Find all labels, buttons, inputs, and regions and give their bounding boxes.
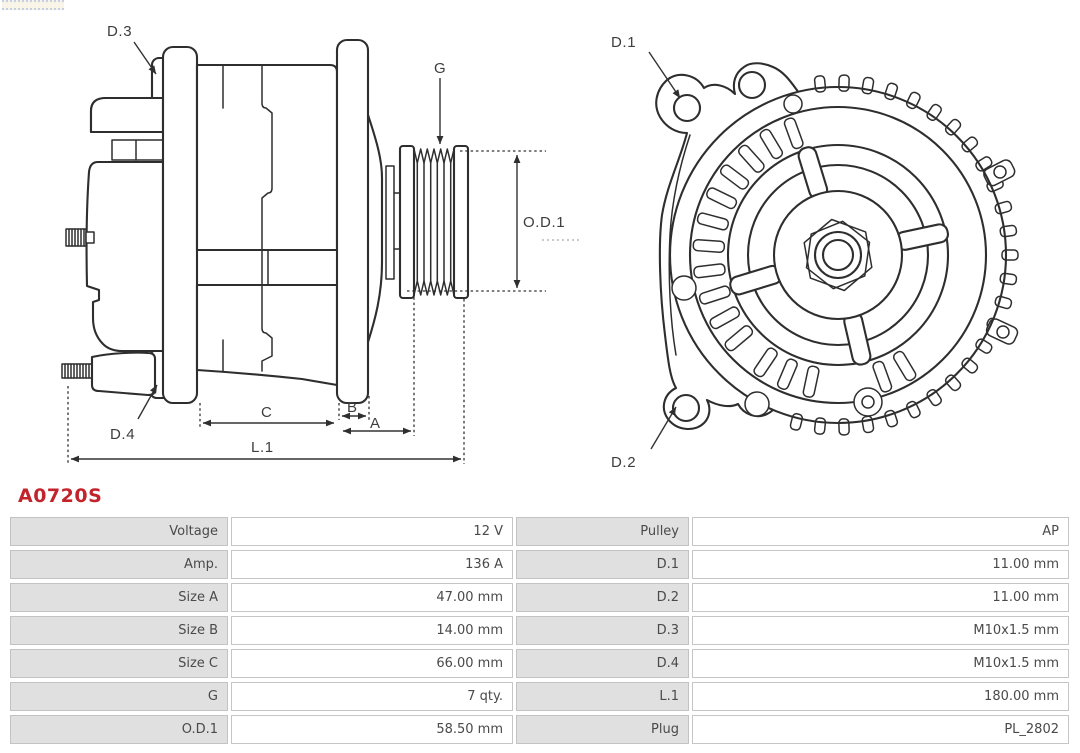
spec-table (10, 517, 1069, 748)
spec-value-cell: PL_2802 (692, 715, 1069, 744)
spec-label-cell: Amp. (10, 550, 228, 579)
spec-label-cell: Pulley (516, 517, 689, 546)
spec-row (10, 649, 1069, 678)
dim-label-g: G (434, 60, 447, 77)
drive-end-bell (368, 115, 382, 342)
side-view-drawing (62, 23, 580, 464)
dim-label-b: B (347, 399, 358, 416)
spec-label-cell: Plug (516, 715, 689, 744)
stator-body-bottom (197, 285, 337, 385)
rear-housing-slot (112, 140, 163, 160)
shaft (386, 166, 394, 279)
front-view-drawing (611, 34, 1019, 471)
spec-label-cell: Voltage (10, 517, 228, 546)
spec-value-cell: 14.00 mm (231, 616, 513, 645)
mounting-hole-top (739, 72, 765, 98)
pulley-flange-left (400, 146, 414, 298)
dim-label-c: C (261, 404, 273, 421)
spec-label-cell: D.4 (516, 649, 689, 678)
spec-value-cell: 180.00 mm (692, 682, 1069, 711)
front-bracket (337, 40, 368, 403)
spec-label-cell: D.1 (516, 550, 689, 579)
mounting-hole-d1 (674, 95, 700, 121)
spec-value-cell: M10x1.5 mm (692, 616, 1069, 645)
spec-label-cell: G (10, 682, 228, 711)
pulley-flange-right (454, 146, 468, 298)
spec-row (10, 517, 1069, 546)
spec-label-cell: Size A (10, 583, 228, 612)
spec-label-cell: Size B (10, 616, 228, 645)
spec-value-cell: 11.00 mm (692, 583, 1069, 612)
dim-label-d3: D.3 (107, 23, 133, 40)
spec-value-cell: 66.00 mm (231, 649, 513, 678)
part-number: A0720S (18, 485, 103, 507)
spec-row (10, 616, 1069, 645)
terminal-stud-upper (66, 229, 94, 246)
stator-body-top (197, 65, 337, 250)
dim-label-d2: D.2 (611, 454, 637, 471)
spec-label-cell: D.2 (516, 583, 689, 612)
dim-label-a: A (370, 415, 381, 432)
spec-value-cell: 12 V (231, 517, 513, 546)
spec-row (10, 550, 1069, 579)
spec-label-cell: D.3 (516, 616, 689, 645)
spec-row (10, 682, 1069, 711)
rear-housing (87, 162, 163, 351)
spec-value-cell: M10x1.5 mm (692, 649, 1069, 678)
spec-row (10, 715, 1069, 744)
spec-value-cell: AP (692, 517, 1069, 546)
dim-label-d4: D.4 (110, 426, 136, 443)
spec-row (10, 583, 1069, 612)
mounting-hole-d2 (673, 395, 699, 421)
spec-label-cell: O.D.1 (10, 715, 228, 744)
spec-label-cell: Size C (10, 649, 228, 678)
spec-value-cell: 47.00 mm (231, 583, 513, 612)
spec-value-cell: 58.50 mm (231, 715, 513, 744)
spec-value-cell: 7 qty. (231, 682, 513, 711)
dim-label-l1: L.1 (251, 439, 274, 456)
pulley (400, 146, 468, 298)
bottom-lug (854, 388, 882, 416)
spec-value-cell: 11.00 mm (692, 550, 1069, 579)
rear-bracket (163, 47, 197, 403)
terminal-stud-lower (62, 353, 155, 395)
spec-label-cell: L.1 (516, 682, 689, 711)
spec-value-cell: 136 A (231, 550, 513, 579)
dim-label-od1: O.D.1 (523, 214, 566, 231)
dim-label-d1: D.1 (611, 34, 637, 51)
casing-tab-lower (985, 317, 1020, 346)
